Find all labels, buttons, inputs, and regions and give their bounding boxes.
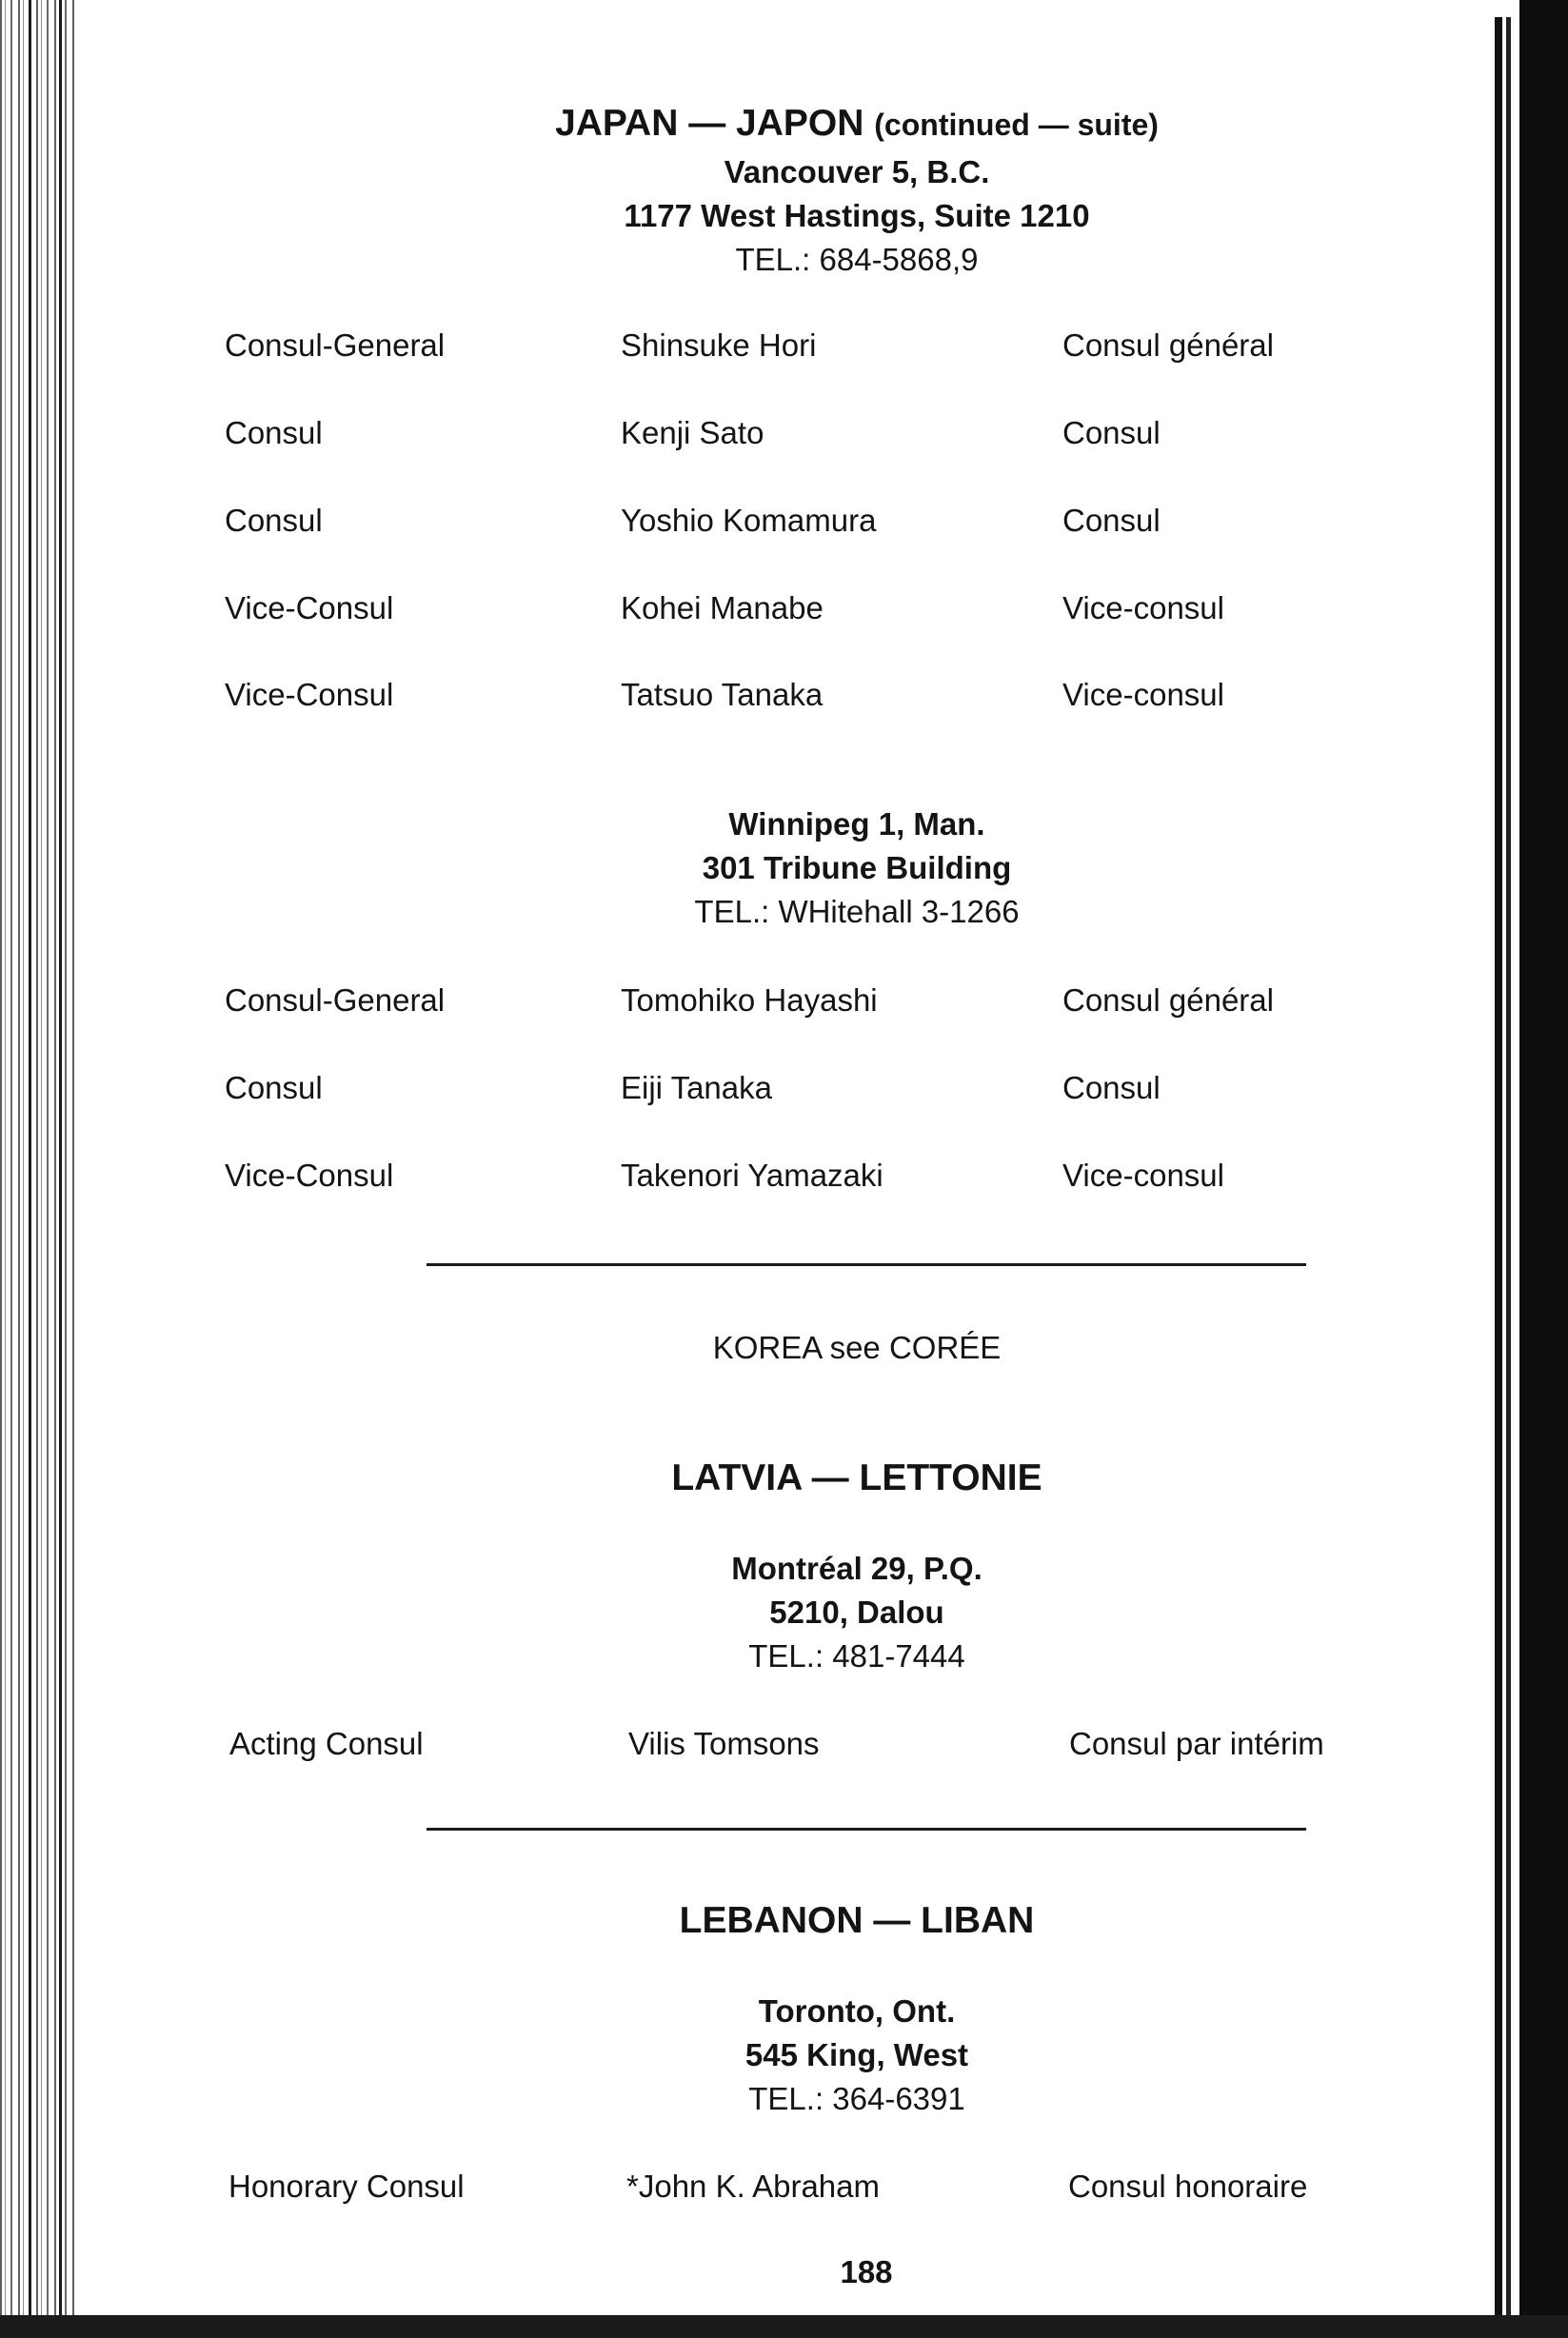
title-french: Consul bbox=[1062, 1070, 1161, 1105]
staff-row bbox=[0, 1154, 1568, 1198]
staff-row bbox=[0, 1722, 1568, 1766]
staff-name: *John K. Abraham bbox=[626, 2169, 880, 2204]
staff-row bbox=[0, 979, 1568, 1022]
staff-name: Shinsuke Hori bbox=[621, 327, 817, 363]
staff-name: Tomohiko Hayashi bbox=[621, 982, 878, 1018]
title-english: Honorary Consul bbox=[228, 2169, 465, 2204]
staff-row bbox=[0, 673, 1568, 717]
title-french: Consul général bbox=[1062, 982, 1274, 1018]
section-divider bbox=[427, 1828, 1306, 1831]
title-english: Vice-Consul bbox=[225, 1158, 394, 1193]
lebanon-office bbox=[476, 1990, 1238, 2121]
title-french: Vice-consul bbox=[1062, 1158, 1224, 1193]
office-phone: TEL.: 481-7444 bbox=[748, 1638, 965, 1674]
page-number: 188 bbox=[840, 2254, 893, 2289]
title-french: Vice-consul bbox=[1062, 590, 1224, 625]
continued-note: (continued — suite) bbox=[874, 108, 1159, 142]
office-city: Montréal 29, P.Q. bbox=[731, 1551, 982, 1586]
office-phone: TEL.: 364-6391 bbox=[748, 2081, 965, 2116]
title-french: Consul par intérim bbox=[1069, 1726, 1324, 1761]
title-french: Consul bbox=[1062, 503, 1161, 538]
title-english: Consul bbox=[225, 503, 323, 538]
title-english: Vice-Consul bbox=[225, 590, 394, 625]
office-city: Vancouver 5, B.C. bbox=[724, 154, 990, 189]
title-english: Consul-General bbox=[225, 327, 446, 363]
office-address: 301 Tribune Building bbox=[702, 850, 1012, 885]
staff-row bbox=[0, 499, 1568, 543]
office-address: 1177 West Hastings, Suite 1210 bbox=[624, 198, 1090, 233]
title-english: Consul-General bbox=[225, 982, 446, 1018]
staff-name: Kenji Sato bbox=[621, 415, 764, 450]
office-city: Toronto, Ont. bbox=[758, 1993, 956, 2029]
staff-name: Kohei Manabe bbox=[621, 590, 824, 625]
staff-name: Tatsuo Tanaka bbox=[621, 677, 824, 712]
section-divider bbox=[427, 1263, 1306, 1266]
latvia-office bbox=[476, 1547, 1238, 1678]
office-address: 5210, Dalou bbox=[769, 1595, 944, 1630]
korea-cross-reference bbox=[476, 1326, 1238, 1370]
staff-row bbox=[0, 324, 1568, 367]
staff-row bbox=[0, 1066, 1568, 1110]
title-english: Consul bbox=[225, 415, 323, 450]
country-heading: LEBANON — LIBAN bbox=[679, 1900, 1035, 1941]
cross-reference-text: KOREA see CORÉE bbox=[712, 1330, 1002, 1365]
title-english: Consul bbox=[225, 1070, 323, 1105]
title-english: Vice-Consul bbox=[225, 677, 394, 712]
staff-name: Yoshio Komamura bbox=[621, 503, 877, 538]
title-english: Acting Consul bbox=[229, 1726, 424, 1761]
staff-row bbox=[0, 586, 1568, 630]
office-city: Winnipeg 1, Man. bbox=[728, 806, 985, 842]
japan-section-header bbox=[476, 97, 1238, 282]
title-french: Vice-consul bbox=[1062, 677, 1224, 712]
staff-name: Eiji Tanaka bbox=[621, 1070, 772, 1105]
staff-row bbox=[0, 411, 1568, 455]
winnipeg-office-header bbox=[476, 802, 1238, 934]
office-phone: TEL.: 684-5868,9 bbox=[735, 242, 979, 277]
country-heading: JAPAN — JAPON (continued — suite) bbox=[555, 103, 1159, 144]
staff-row bbox=[0, 2165, 1568, 2209]
staff-name: Takenori Yamazaki bbox=[621, 1158, 883, 1193]
office-phone: TEL.: WHitehall 3-1266 bbox=[694, 894, 1020, 929]
title-french: Consul général bbox=[1062, 327, 1274, 363]
country-heading: LATVIA — LETTONIE bbox=[671, 1457, 1042, 1498]
office-address: 545 King, West bbox=[744, 2037, 969, 2072]
title-french: Consul bbox=[1062, 415, 1161, 450]
title-french: Consul honoraire bbox=[1068, 2169, 1308, 2204]
staff-name: Vilis Tomsons bbox=[628, 1726, 820, 1761]
latvia-section-header bbox=[476, 1452, 1238, 1505]
lebanon-section-header bbox=[476, 1894, 1238, 1948]
